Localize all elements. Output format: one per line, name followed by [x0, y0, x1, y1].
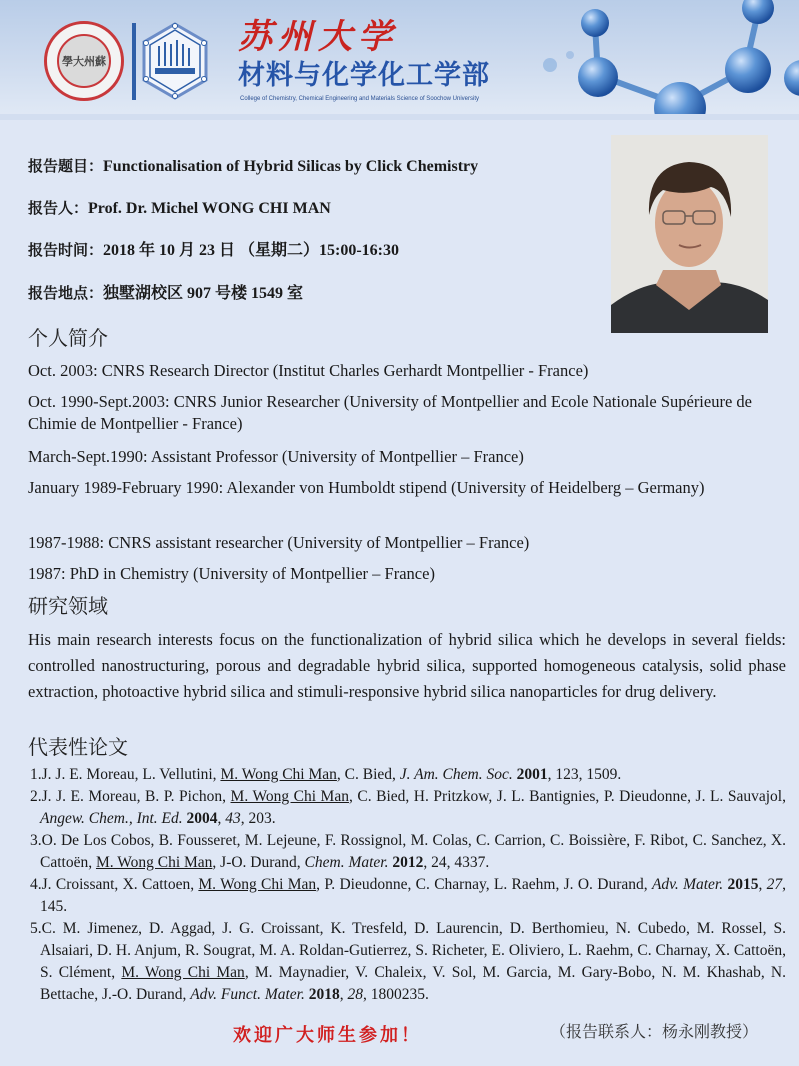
- publication-item: 1.J. J. E. Moreau, L. Vellutini, M. Wong Chi Man, C. Bied, J. Am. Chem. Soc. 2001, 123, 1509.: [30, 766, 622, 783]
- pub-year: 2015: [727, 876, 759, 893]
- talk-time: [28, 240, 399, 261]
- bio-heading: 个人简介: [28, 326, 108, 350]
- department-name-en: College of Chemistry, Chemical Engineering and Materials Science of Soochow University: [240, 96, 479, 102]
- talk-time-label: 报告时间：: [28, 241, 104, 259]
- pub-volume: 43: [225, 810, 241, 827]
- talk-title-value: Functionalisation of Hybrid Silicas by Click Chemistry: [103, 158, 479, 175]
- welcome-message: 欢迎广大师生参加！: [233, 1025, 422, 1046]
- journal-name: J. Am. Chem. Soc.: [399, 766, 513, 783]
- journal-name: Adv. Funct. Mater.: [190, 986, 305, 1003]
- soochow-university-seal-logo: [44, 21, 124, 101]
- author-highlight: M. Wong Chi Man: [95, 854, 213, 871]
- publications-heading: 代表性论文: [28, 735, 128, 759]
- bio-item: Oct. 2003: CNRS Research Director (Institut Charles Gerhardt Montpellier - France): [28, 361, 589, 380]
- molecule-illustration: [520, 0, 799, 120]
- publication-item: 2.J. J. E. Moreau, B. P. Pichon, M. Wong Chi Man, C. Bied, H. Pritzkow, J. L. Bantignies, P. Dieudonne, J. L. Sauvajol, Angew. Chem., Int. Ed. 2004, 43, 203.: [30, 788, 786, 827]
- journal-name: Angew. Chem., Int. Ed.: [40, 810, 183, 827]
- header-banner: [0, 0, 799, 120]
- pub-year: 2012: [392, 854, 424, 871]
- talk-title: [28, 156, 478, 177]
- bio-item: 1987-1988: CNRS assistant researcher (University of Montpellier – France): [28, 533, 530, 552]
- author-highlight: M. Wong Chi Man: [121, 964, 245, 981]
- author-highlight: M. Wong Chi Man: [230, 788, 349, 805]
- talk-speaker-label: 报告人：: [28, 199, 89, 217]
- talk-speaker: [28, 198, 331, 219]
- logo-divider: [132, 23, 136, 100]
- seal-text: 學大州蘇: [62, 55, 106, 68]
- talk-title-label: 报告题目：: [28, 157, 104, 175]
- talk-place-label: 报告地点：: [28, 284, 104, 302]
- bio-item: Oct. 1990-Sept.2003: CNRS Junior Researcher (University of Montpellier and Ecole Nationale Supérieure de Chimie de Montpellier - France): [28, 392, 752, 433]
- bio-item: 1987: PhD in Chemistry (University of Montpellier – France): [28, 564, 435, 583]
- talk-speaker-value: Prof. Dr. Michel WONG CHI MAN: [88, 200, 331, 217]
- pub-volume: 28: [347, 986, 363, 1003]
- research-text: His main research interests focus on the functionalization of hybrid silica which he develops in several fields: controlled nanostructuring, porous and degradable hybrid silica, supported homogeneous catalysis, solid phase extraction, photoactive hybrid silica and stimuli-responsive hybrid silica nanoparticles for drug delivery.: [28, 630, 786, 701]
- publication-item: 3.O. De Los Cobos, B. Fousseret, M. Lejeune, F. Rossignol, M. Colas, C. Carrion, C. Boissière, F. Ribot, C. Sanchez, X. Cattoën, M. Wong Chi Man, J-O. Durand, Chem. Mater. 2012, 24, 4337.: [30, 832, 786, 871]
- journal-name: Adv. Mater.: [651, 876, 724, 893]
- journal-name: Chem. Mater.: [304, 854, 389, 871]
- university-name-calligraphy: 苏州大学: [238, 17, 398, 57]
- header-bottom-band: [0, 114, 799, 120]
- bio-item: March-Sept.1990: Assistant Professor (University of Montpellier – France): [28, 447, 524, 466]
- pub-year: 2004: [186, 810, 218, 827]
- research-heading: 研究领域: [28, 594, 108, 618]
- talk-place-value: 独墅湖校区 907 号楼 1549 室: [103, 285, 304, 302]
- pub-volume: 27: [766, 876, 783, 893]
- pub-year: 2018: [308, 986, 340, 1003]
- publication-item: 4.J. Croissant, X. Cattoen, M. Wong Chi Man, P. Dieudonne, C. Charnay, L. Raehm, J. O. Durand, Adv. Mater. 2015, 27, 145.: [30, 876, 787, 915]
- pub-year: 2001: [516, 766, 548, 783]
- bio-item: January 1989-February 1990: Alexander von Humboldt stipend (University of Heidelberg – Germany): [28, 478, 705, 497]
- publication-list: [30, 764, 786, 1006]
- contact-person: （报告联系人：杨永刚教授）: [550, 1022, 759, 1041]
- talk-place: [28, 283, 303, 304]
- department-hexagon-logo: [141, 22, 209, 100]
- department-name-cn: 材料与化学化工学部: [238, 60, 490, 91]
- author-highlight: M. Wong Chi Man: [220, 766, 337, 783]
- publication-item: 5.C. M. Jimenez, D. Aggad, J. G. Croissant, K. Tresfeld, D. Laurencin, D. Berthomieu, N. Cubedo, M. Rossel, S. Alsaiari, D. H. Anjum, R. Sougrat, M. A. Roldan-Gutierrez, S. Richeter, E. Oliviero, L. Raehm, C. Charnay, X. Cattoën, S. Clément, M. Wong Chi Man, M. Maynadier, V. Chaleix, V. Sol, M. Garcia, M. Gary-Bobo, N. M. Khashab, N. Bettache, J.-O. Durand, Adv. Funct. Mater. 2018, 28, 1800235.: [30, 920, 786, 1003]
- author-highlight: M. Wong Chi Man: [198, 876, 317, 893]
- talk-time-value: 2018 年 10 月 23 日 （星期二）15:00-16:30: [103, 242, 400, 259]
- speaker-photo: [611, 135, 768, 333]
